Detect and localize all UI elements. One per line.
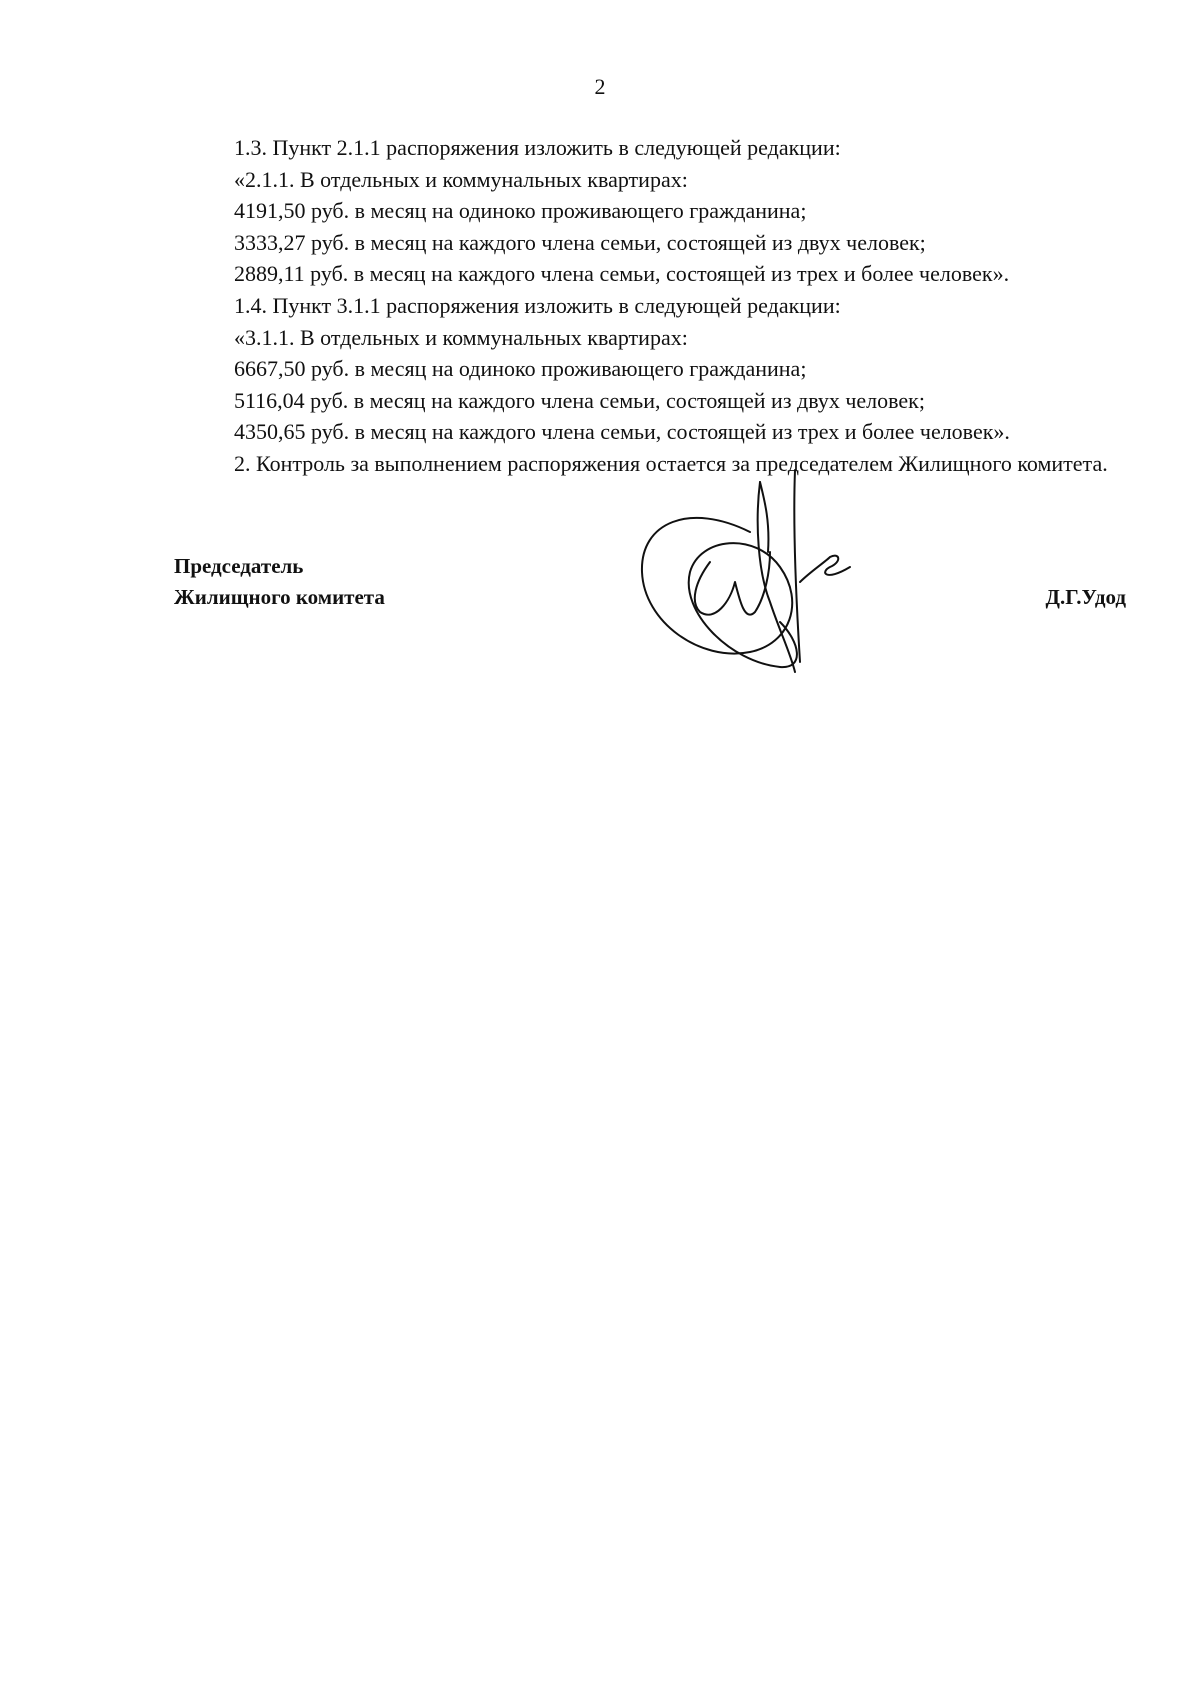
- paragraph: 4191,50 руб. в месяц на одиноко проживающего гражданина;: [234, 198, 807, 224]
- signer-name: Д.Г.Удод: [1045, 585, 1126, 609]
- signer-title: [174, 551, 385, 613]
- paragraph: 3333,27 руб. в месяц на каждого члена семьи, состоящей из двух человек;: [234, 229, 926, 255]
- paragraph: 1.3. Пункт 2.1.1 распоряжения изложить в следующей редакции:: [234, 135, 841, 160]
- document-body: [174, 132, 1126, 480]
- paragraph: «2.1.1. В отдельных и коммунальных квартирах:: [234, 166, 688, 192]
- signer-title-line1: Председатель: [174, 554, 304, 578]
- paragraph: 4350,65 руб. в месяц на каждого члена семьи, состоящей из трех и более человек».: [234, 419, 1010, 445]
- paragraph: «3.1.1. В отдельных и коммунальных квартирах:: [234, 324, 688, 350]
- page-number: 2: [594, 74, 606, 99]
- paragraph: 2. Контроль за выполнением распоряжения остается за председателем Жилищного комитета.: [234, 450, 1108, 476]
- handwritten-signature: [630, 462, 890, 682]
- paragraph: 5116,04 руб. в месяц на каждого члена семьи, состоящей из двух человек;: [234, 387, 925, 413]
- paragraph: 6667,50 руб. в месяц на одиноко проживающего гражданина;: [234, 356, 807, 382]
- signer-title-line2: Жилищного комитета: [174, 585, 385, 609]
- paragraph: 1.4. Пункт 3.1.1 распоряжения изложить в следующей редакции:: [234, 292, 841, 318]
- paragraph: 2889,11 руб. в месяц на каждого члена семьи, состоящей из трех и более человек».: [234, 261, 1010, 287]
